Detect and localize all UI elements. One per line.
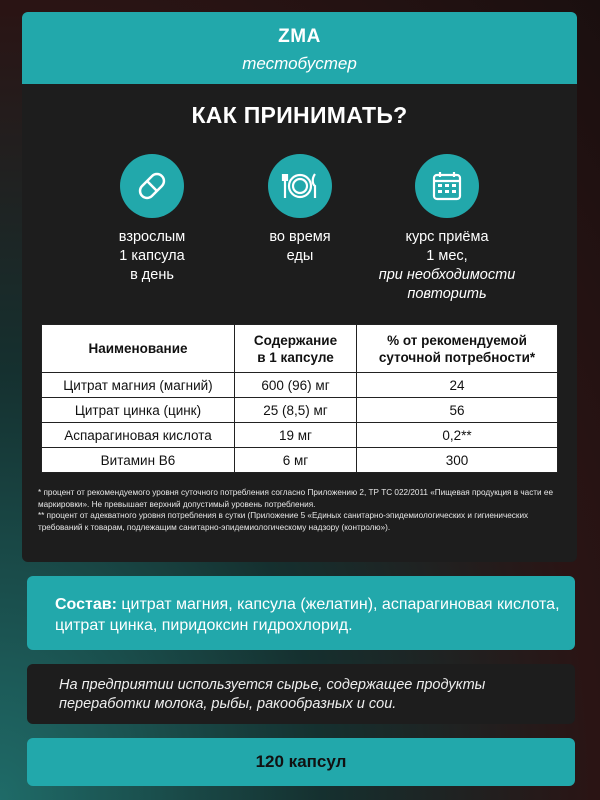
- step-course-note1: при необходимости: [378, 267, 516, 283]
- table-row: [42, 373, 558, 398]
- capsule-count: 120 капсул: [27, 738, 575, 786]
- usage-heading: КАК ПРИНИМАТЬ?: [191, 102, 408, 128]
- product-title: ZMA: [278, 26, 321, 47]
- cell-percent: 24: [357, 373, 558, 398]
- step-course: [367, 154, 527, 304]
- footnotes: [38, 487, 563, 533]
- table-row: [42, 423, 558, 448]
- cell-percent: 56: [357, 398, 558, 423]
- step-timing-line2: еды: [286, 248, 314, 264]
- step-course-line2: 1 мес,: [426, 248, 468, 264]
- cell-percent: 300: [357, 448, 558, 473]
- usage-panel: [22, 84, 577, 562]
- calendar-icon: [415, 154, 479, 218]
- cell-content: 25 (8,5) мг: [235, 398, 357, 423]
- composition-text: цитрат магния, капсула (желатин), аспарагиновая кислота, цитрат цинка, пиридоксин гидрохлорид.: [55, 596, 560, 634]
- nutrition-table: [41, 324, 558, 473]
- product-header: [22, 12, 577, 84]
- step-timing-line1: во время: [269, 229, 331, 245]
- cell-content: 19 мг: [235, 423, 357, 448]
- step-course-note2: повторить: [407, 286, 487, 302]
- col-header-content: Содержание в 1 капсуле: [235, 325, 357, 373]
- composition-box: [27, 576, 575, 650]
- allergen-notice: На предприятии используется сырье, содержащее продукты переработки молока, рыбы, ракообразных и сои.: [27, 664, 575, 724]
- usage-steps: [22, 154, 577, 302]
- step-dosage-line3: в день: [130, 267, 174, 283]
- composition-label: Состав:: [55, 596, 117, 613]
- cell-name: Витамин B6: [42, 448, 235, 473]
- product-subtitle: тестобустер: [242, 54, 357, 73]
- cell-name: Аспарагиновая кислота: [42, 423, 235, 448]
- cell-name: Цитрат магния (магний): [42, 373, 235, 398]
- step-dosage-line2: 1 капсула: [119, 248, 185, 264]
- step-dosage: [72, 154, 232, 285]
- cell-name: Цитрат цинка (цинк): [42, 398, 235, 423]
- col-header-percent: % от рекомендуемой суточной потребности*: [357, 325, 558, 373]
- cell-percent: 0,2**: [357, 423, 558, 448]
- footnote-1: * процент от рекомендуемого уровня суточного потребления согласно Приложению 2, ТР ТС 022/2011 «Пищевая продукция в части ее маркировки». Не превышает верхний допустимый уровень потребления.: [38, 488, 553, 509]
- step-timing: [220, 154, 380, 266]
- step-dosage-line1: взрослым: [118, 229, 186, 245]
- footnote-2: ** процент от адекватного уровня потребления в сутки (Приложение 5 «Единых санитарно-эпидемиологических и гигиенических требований к товарам, подлежащим санитарно-эпидемиологическому надзору (контролю»).: [38, 511, 529, 532]
- cell-content: 600 (96) мг: [235, 373, 357, 398]
- step-course-line1: курс приёма: [405, 229, 489, 245]
- cell-content: 6 мг: [235, 448, 357, 473]
- table-row: [42, 398, 558, 423]
- col-header-name: Наименование: [42, 325, 235, 373]
- capsule-icon: [120, 154, 184, 218]
- plate-cutlery-icon: [268, 154, 332, 218]
- table-row: [42, 448, 558, 473]
